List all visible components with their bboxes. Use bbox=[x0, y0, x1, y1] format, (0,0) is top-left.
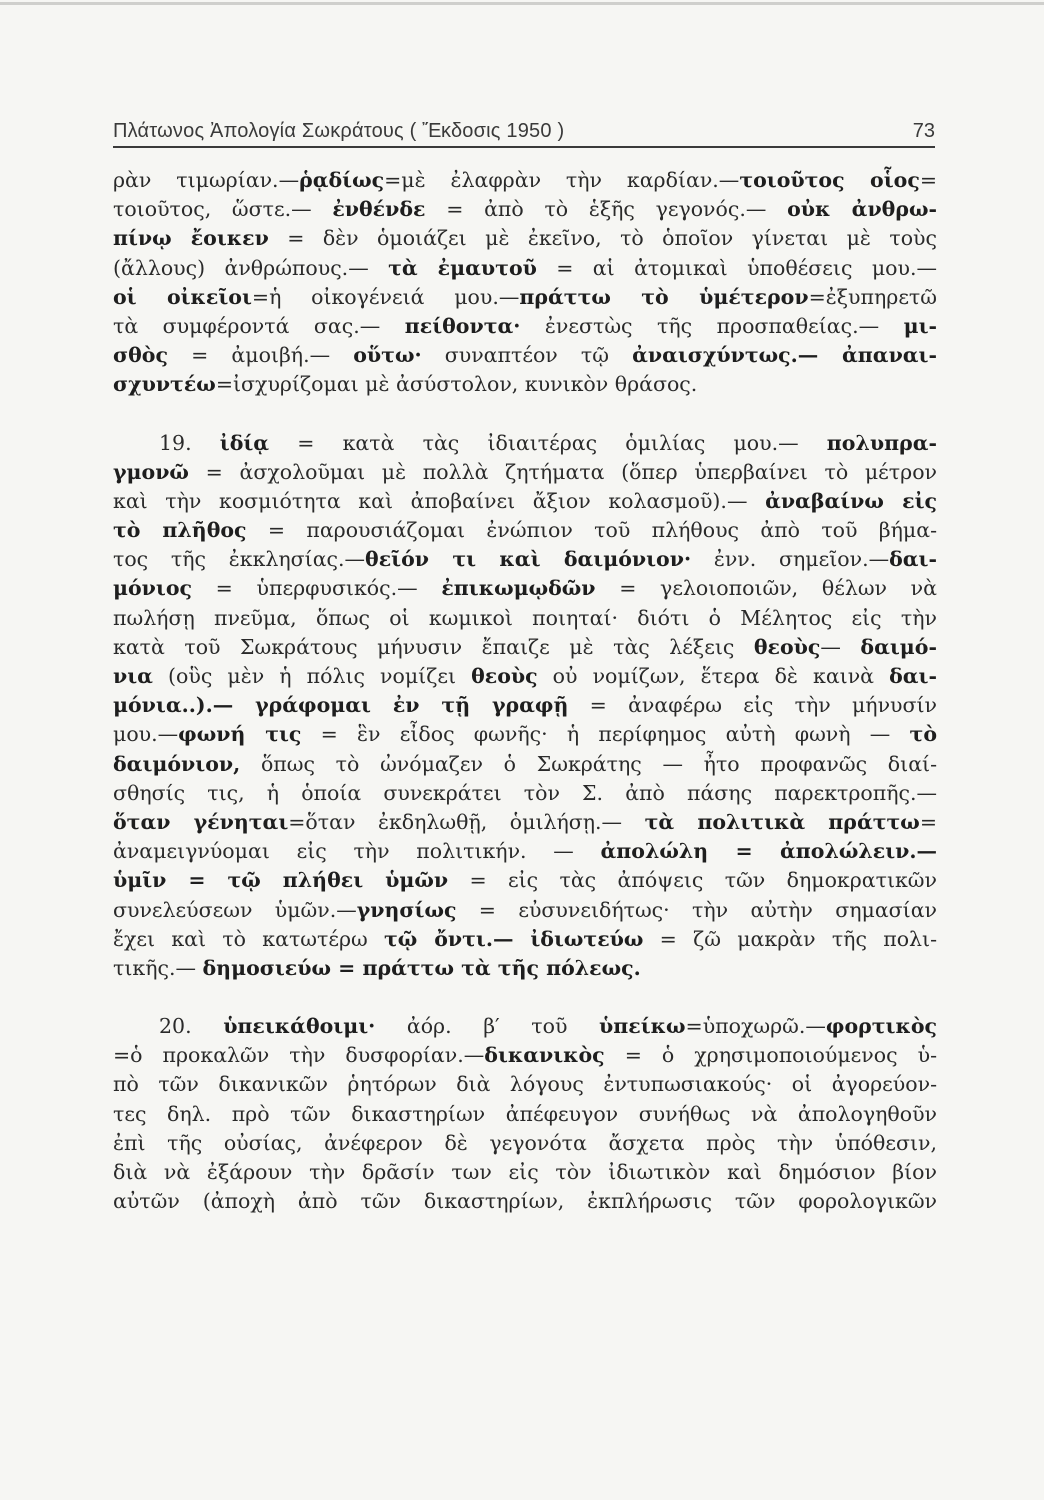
text-line bbox=[113, 662, 937, 691]
lemma-term: σθὸς bbox=[113, 343, 168, 368]
gloss-text: = παρουσιάζομαι ἐνώπιον τοῦ πλήθους ἀπὸ τοῦ βήμα- bbox=[246, 518, 938, 543]
gloss-text: συναπτέον τῷ bbox=[421, 343, 633, 368]
paragraph-gap bbox=[113, 983, 937, 1012]
gloss-text: τικῆς.— bbox=[113, 955, 203, 980]
text-line bbox=[113, 837, 937, 866]
lemma-term: θεῖόν τι καὶ δαιμόνιον· bbox=[365, 547, 692, 572]
gloss-text: = ἓν εἶδος φωνῆς· ἡ περίφημος αὐτὴ φωνὴ — bbox=[301, 722, 910, 747]
lemma-term: ἀναβαίνω εἰς bbox=[765, 488, 937, 513]
text-line bbox=[113, 1100, 937, 1129]
gloss-text: κατὰ τοῦ Σωκράτους μήνυσιν ἔπαιζε μὲ τὰς λέξεις bbox=[113, 634, 754, 659]
lemma-term: ὑπείκω bbox=[599, 1014, 686, 1039]
scan-edge-rule bbox=[0, 2, 1044, 5]
lemma-term: τὸ bbox=[909, 722, 937, 747]
text-line bbox=[113, 429, 937, 458]
lemma-term: σχυντέω bbox=[113, 372, 216, 397]
gloss-text: οὐ νομίζων, ἕτερα δὲ καινὰ bbox=[537, 664, 890, 688]
gloss-text: συνελεύσεων ὑμῶν.— bbox=[113, 897, 357, 922]
gloss-text: 19. bbox=[159, 430, 220, 455]
lemma-term: θεοὺς bbox=[471, 664, 538, 688]
lemma-term: δαιμό- bbox=[860, 634, 937, 659]
lemma-term: δαι- bbox=[889, 664, 937, 688]
gloss-text: τὰ συμφέροντά σας.— bbox=[113, 313, 405, 338]
text-line bbox=[113, 341, 937, 370]
gloss-text: = αἱ ἀτομικαὶ ὑποθέσεις μου.— bbox=[536, 255, 937, 280]
lemma-term: θεοὺς bbox=[753, 634, 821, 659]
gloss-text: ἐνεστὼς τῆς προσπαθείας.— bbox=[520, 313, 904, 338]
lemma-term: οὐκ ἀνθρω- bbox=[787, 197, 937, 222]
text-line bbox=[113, 458, 937, 487]
lemma-term: ἰδίᾳ bbox=[219, 430, 270, 455]
text-line bbox=[113, 312, 937, 341]
gloss-text: =ὁ προκαλῶν τὴν δυσφορίαν.— bbox=[113, 1043, 485, 1068]
text-line bbox=[113, 370, 937, 399]
lemma-term: μόνια..).— γράφομαι ἐν τῇ γραφῇ bbox=[113, 693, 569, 718]
text-line bbox=[113, 896, 937, 925]
gloss-text: =ἰσχυρίζομαι μὲ ἀσύστολον, κυνικὸν θράσος. bbox=[215, 372, 698, 397]
lemma-term: τοιοῦτος οἷος bbox=[739, 168, 920, 192]
gloss-text: τος τῆς ἐκκλησίας.— bbox=[113, 547, 366, 572]
lemma-term: μόνιος bbox=[113, 576, 192, 601]
text-line bbox=[113, 720, 937, 749]
text-line bbox=[113, 925, 937, 954]
lemma-term: φορτικὸς bbox=[825, 1014, 937, 1039]
gloss-text: ρὰν τιμωρίαν.— bbox=[113, 168, 300, 192]
lemma-term: δικανικὸς bbox=[484, 1043, 605, 1068]
gloss-text: = δὲν ὁμοιάζει μὲ ἐκεῖνο, τὸ ὁποῖον γίνεται μὲ τοὺς bbox=[268, 226, 937, 251]
gloss-text: =μὲ ἐλαφρὰν τὴν καρδίαν.— bbox=[384, 168, 740, 192]
text-line bbox=[113, 487, 937, 516]
gloss-text: = ἀμοιβή.— bbox=[167, 343, 354, 368]
text-line bbox=[113, 516, 937, 545]
gloss-text: = bbox=[919, 168, 937, 192]
gloss-text: ἐνν. σημεῖον.— bbox=[691, 547, 890, 572]
gloss-text: (οὓς μὲν ἡ πόλις νομίζει bbox=[152, 664, 472, 688]
text-line bbox=[113, 691, 937, 720]
gloss-text: = ἀσχολοῦμαι μὲ πολλὰ ζητήματα (ὅπερ ὑπερβαίνει τὸ μέτρον bbox=[188, 459, 937, 484]
text-line bbox=[113, 633, 937, 662]
gloss-text: = ὑπερφυσικός.— bbox=[191, 576, 442, 601]
lemma-term: τὰ ἐμαυτοῦ bbox=[388, 255, 537, 280]
gloss-text: ἀόρ. β′ τοῦ bbox=[375, 1014, 600, 1039]
gloss-text: = ἀναφέρω εἰς τὴν μήνυσίν bbox=[568, 693, 937, 718]
gloss-text: = εἰς τὰς ἀπόψεις τῶν δημοκρατικῶν bbox=[448, 868, 937, 893]
lemma-term: ἐνθένδε bbox=[332, 197, 426, 222]
text-line bbox=[113, 604, 937, 633]
lemma-term: τῷ ὄντι.— ἰδιωτεύω bbox=[384, 926, 644, 951]
lemma-term: πολυπρα- bbox=[826, 430, 937, 455]
gloss-text: = ζῶ μακρὰν τῆς πολι- bbox=[643, 926, 937, 951]
lemma-term: δαι- bbox=[889, 547, 937, 572]
gloss-text: τες δηλ. πρὸ τῶν δικαστηρίων ἀπέφευγον συνήθως νὰ ἀπολογηθοῦν bbox=[113, 1101, 937, 1126]
lemma-term: φωνή τις bbox=[178, 722, 302, 747]
gloss-text: διὰ νὰ ἐξάρουν τὴν δρᾶσίν των εἰς τὸν ἰδιωτικὸν καὶ δημόσιον βίον bbox=[113, 1160, 937, 1184]
gloss-text: καὶ τὴν κοσμιότητα καὶ ἀποβαίνει ἄξιον κολασμοῦ).— bbox=[113, 488, 766, 513]
lemma-term: ὑπεικάθοιμι· bbox=[223, 1014, 376, 1039]
lemma-term: ἐπικωμῳδῶν bbox=[441, 576, 596, 601]
gloss-text: — bbox=[820, 634, 861, 659]
lemma-term: πράττω τὸ ὑμέτερον bbox=[519, 284, 809, 309]
page-number: 73 bbox=[912, 120, 935, 142]
running-header bbox=[113, 116, 935, 148]
lemma-term: οὕτω· bbox=[353, 343, 422, 368]
lemma-term: πείθοντα· bbox=[404, 313, 521, 338]
gloss-text: = ἀπὸ τὸ ἑξῆς γεγονός.— bbox=[425, 197, 788, 222]
gloss-text: = γελοιοποιῶν, θέλων νὰ bbox=[595, 576, 937, 601]
gloss-text: =ὑποχωρῶ.— bbox=[685, 1014, 826, 1039]
text-line bbox=[113, 1041, 937, 1070]
lemma-term: γμονῶ bbox=[113, 459, 189, 484]
lemma-term: ἀναισχύντως.— ἀπαναι- bbox=[632, 343, 937, 368]
lemma-term: γνησίως bbox=[356, 897, 457, 922]
gloss-text: μου.— bbox=[113, 722, 179, 747]
text-line bbox=[113, 808, 937, 837]
gloss-text: πωλήσῃ πνεῦμα, ὅπως οἱ κωμικοὶ ποιηταί· διότι ὁ Μέλητος εἰς τὴν bbox=[113, 605, 937, 630]
gloss-text: σθησίς τις, ἡ ὁποία συνεκράτει τὸν Σ. ἀπὸ πάσης παρεκτροπῆς.— bbox=[113, 780, 937, 805]
gloss-text: = κατὰ τὰς ἰδιαιτέρας ὁμιλίας μου.— bbox=[269, 430, 827, 455]
gloss-text: = ὁ χρησιμοποιούμενος ὑ- bbox=[604, 1043, 937, 1068]
gloss-text: πὸ τῶν δικανικῶν ῥητόρων διὰ λόγους ἐντυπωσιακούς· οἱ ἀγορεύον- bbox=[113, 1072, 937, 1097]
lemma-term: νια bbox=[113, 664, 153, 688]
lemma-term: οἱ οἰκεῖοι bbox=[113, 284, 252, 309]
gloss-text: = bbox=[919, 809, 938, 834]
lemma-term: δημοσιεύω = πράττω τὰ τῆς πόλεως. bbox=[202, 955, 641, 980]
text-line bbox=[113, 283, 937, 312]
running-title: Πλάτωνος Ἀπολογία Σωκράτους ( Ἔκδοσις 1950 ) bbox=[113, 120, 565, 142]
text-line bbox=[113, 166, 937, 195]
text-line bbox=[113, 545, 937, 574]
lemma-term: τὰ πολιτικὰ πράττω bbox=[644, 809, 920, 834]
lemma-term: πίνῳ ἔοικεν bbox=[113, 226, 269, 251]
gloss-text: =ἡ οἰκογένειά μου.— bbox=[251, 284, 520, 309]
lemma-term: δαιμόνιον, bbox=[113, 751, 241, 776]
text-line bbox=[113, 779, 937, 808]
gloss-text: ὅπως τὸ ὠνόμαζεν ὁ Σωκράτης — ἦτο προφανῶς διαί- bbox=[240, 751, 937, 776]
text-line bbox=[113, 195, 937, 224]
text-line bbox=[113, 1187, 937, 1216]
gloss-text: ἀναμειγνύομαι εἰς τὴν πολιτικήν. — bbox=[113, 839, 601, 864]
gloss-text: (ἄλλους) ἀνθρώπους.— bbox=[113, 255, 389, 280]
text-line bbox=[113, 224, 937, 253]
lemma-term: μι- bbox=[903, 313, 937, 338]
gloss-text: = εὐσυνειδήτως· τὴν αὐτὴν σημασίαν bbox=[456, 897, 937, 922]
text-line bbox=[113, 1012, 937, 1041]
gloss-text: τοιοῦτος, ὥστε.— bbox=[113, 197, 333, 222]
gloss-text: =ὅταν ἐκδηλωθῇ, ὁμιλήσῃ.— bbox=[288, 809, 645, 834]
lemma-term: ἀπολώλη = ἀπολώλειν.— bbox=[600, 839, 937, 864]
gloss-text: 20. bbox=[159, 1014, 224, 1039]
text-line bbox=[113, 750, 937, 779]
text-line bbox=[113, 1129, 937, 1158]
text-line bbox=[113, 1158, 937, 1187]
gloss-text: αὐτῶν (ἀποχὴ ἀπὸ τῶν δικαστηρίων, ἐκπλήρωσις τῶν φορολογικῶν bbox=[113, 1189, 937, 1214]
lemma-term: ῥᾳδίως bbox=[299, 168, 385, 192]
text-line bbox=[113, 1070, 937, 1099]
text-line bbox=[113, 954, 937, 983]
paragraph-gap bbox=[113, 400, 937, 429]
lemma-term: τὸ πλῆθος bbox=[113, 518, 247, 543]
gloss-text: ἐπὶ τῆς οὐσίας, ἀνέφερον δὲ γεγονότα ἄσχετα πρὸς τὴν ὑπόθεσιν, bbox=[113, 1130, 937, 1155]
gloss-text: ἔχει καὶ τὸ κατωτέρω bbox=[113, 926, 385, 951]
commentary-text bbox=[113, 166, 937, 1216]
text-line bbox=[113, 574, 937, 603]
lemma-term: ὅταν γένηται bbox=[113, 809, 289, 834]
text-line bbox=[113, 866, 937, 895]
gloss-text: =ἐξυπηρετῶ bbox=[808, 284, 937, 309]
lemma-term: ὑμῖν = τῷ πλήθει ὑμῶν bbox=[113, 868, 449, 893]
text-line bbox=[113, 254, 937, 283]
